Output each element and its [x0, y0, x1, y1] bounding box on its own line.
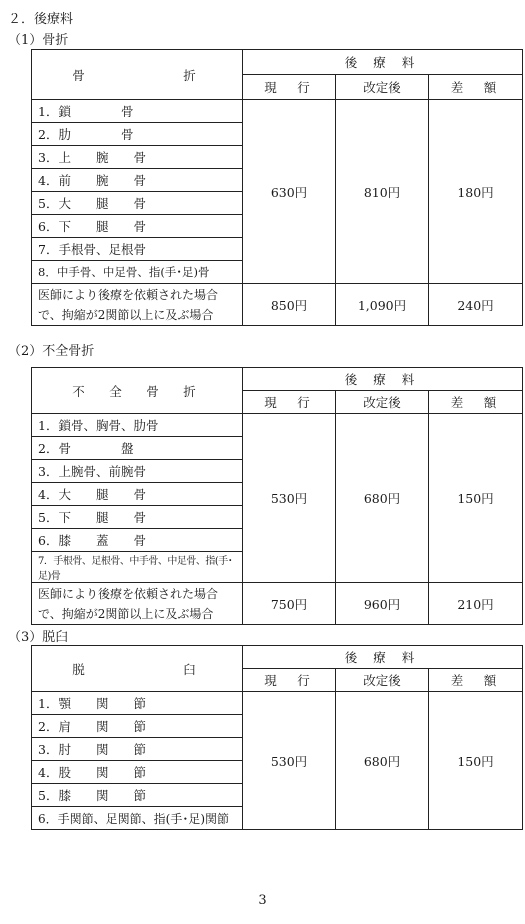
dislocation-item: 1．顎 関 節: [32, 692, 243, 715]
incomplete-col-revised: 改定後: [336, 391, 429, 414]
incomplete-special-revised: 960円: [336, 583, 429, 625]
dislocation-revised-value: 680円: [336, 692, 429, 830]
dislocation-item: 4．股 関 節: [32, 761, 243, 784]
incomplete-col-current: 現 行: [243, 391, 336, 414]
fracture-item: 2．肋 骨: [32, 123, 243, 146]
dislocation-col-diff: 差 額: [429, 669, 523, 692]
fracture-table: [31, 49, 523, 326]
fracture-special-diff: 240円: [429, 284, 523, 326]
fracture-diff-value: 180円: [429, 100, 523, 284]
fracture-group-header: 後 療 料: [243, 50, 523, 75]
fracture-special-current: 850円: [243, 284, 336, 326]
fracture-item: 7．手根骨、足根骨: [32, 238, 243, 261]
dislocation-item: 6．手関節、足関節、指(手･足)関節: [32, 807, 243, 830]
fracture-col-revised: 改定後: [336, 75, 429, 100]
fracture-item: 1．鎖 骨: [32, 100, 243, 123]
dislocation-item: 3．肘 関 節: [32, 738, 243, 761]
fracture-column-header: 骨 折: [32, 50, 243, 100]
fracture-special-line2: で、拘縮が2関節以上に及ぶ場合: [38, 307, 214, 322]
incomplete-item: 1．鎖骨、胸骨、肋骨: [32, 414, 243, 437]
page-number: 3: [258, 893, 267, 908]
incomplete-special-diff: 210円: [429, 583, 523, 625]
incomplete-special-current: 750円: [243, 583, 336, 625]
dislocation-group-header: 後 療 料: [243, 646, 523, 669]
section-title: ２．後療料: [8, 12, 74, 27]
dislocation-column-header: 脱 臼: [32, 646, 243, 692]
incomplete-revised-value: 680円: [336, 414, 429, 583]
incomplete-column-header: 不 全 骨 折: [32, 368, 243, 414]
incomplete-current-value: 530円: [243, 414, 336, 583]
incomplete-fracture-table: [31, 367, 523, 625]
fracture-col-diff: 差 額: [429, 75, 523, 100]
dislocation-col-current: 現 行: [243, 669, 336, 692]
fracture-item: 6．下 腿 骨: [32, 215, 243, 238]
incomplete-item: 4．大 腿 骨: [32, 483, 243, 506]
incomplete-item: 3．上腕骨、前腕骨: [32, 460, 243, 483]
incomplete-group-header: 後 療 料: [243, 368, 523, 391]
fracture-subtitle: （1）骨折: [8, 33, 69, 48]
dislocation-table: [31, 645, 523, 830]
fracture-special-line1: 医師により後療を依頼された場合: [38, 287, 219, 302]
incomplete-col-diff: 差 額: [429, 391, 523, 414]
fracture-item: 3．上 腕 骨: [32, 146, 243, 169]
incomplete-item: 7．手根骨、足根骨、中手骨、中足骨、指(手･足)骨: [32, 552, 243, 583]
incomplete-subtitle: （2）不全骨折: [8, 344, 95, 359]
incomplete-item: 6．膝 蓋 骨: [32, 529, 243, 552]
dislocation-diff-value: 150円: [429, 692, 523, 830]
dislocation-item: 2．肩 関 節: [32, 715, 243, 738]
fracture-col-current: 現 行: [243, 75, 336, 100]
fracture-special-label: [32, 284, 243, 326]
incomplete-item: 2．骨 盤: [32, 437, 243, 460]
incomplete-special-line1: 医師により後療を依頼された場合: [38, 586, 219, 601]
dislocation-subtitle: （3）脱臼: [8, 630, 69, 645]
fracture-item: 4．前 腕 骨: [32, 169, 243, 192]
dislocation-current-value: 530円: [243, 692, 336, 830]
fracture-current-value: 630円: [243, 100, 336, 284]
incomplete-special-label: [32, 583, 243, 625]
fracture-revised-value: 810円: [336, 100, 429, 284]
fracture-special-revised: 1,090円: [336, 284, 429, 326]
dislocation-col-revised: 改定後: [336, 669, 429, 692]
fracture-item: 8．中手骨、中足骨、指(手･足)骨: [32, 261, 243, 284]
incomplete-item: 5．下 腿 骨: [32, 506, 243, 529]
incomplete-diff-value: 150円: [429, 414, 523, 583]
fracture-item: 5．大 腿 骨: [32, 192, 243, 215]
dislocation-item: 5．膝 関 節: [32, 784, 243, 807]
incomplete-special-line2: で、拘縮が2関節以上に及ぶ場合: [38, 606, 214, 621]
